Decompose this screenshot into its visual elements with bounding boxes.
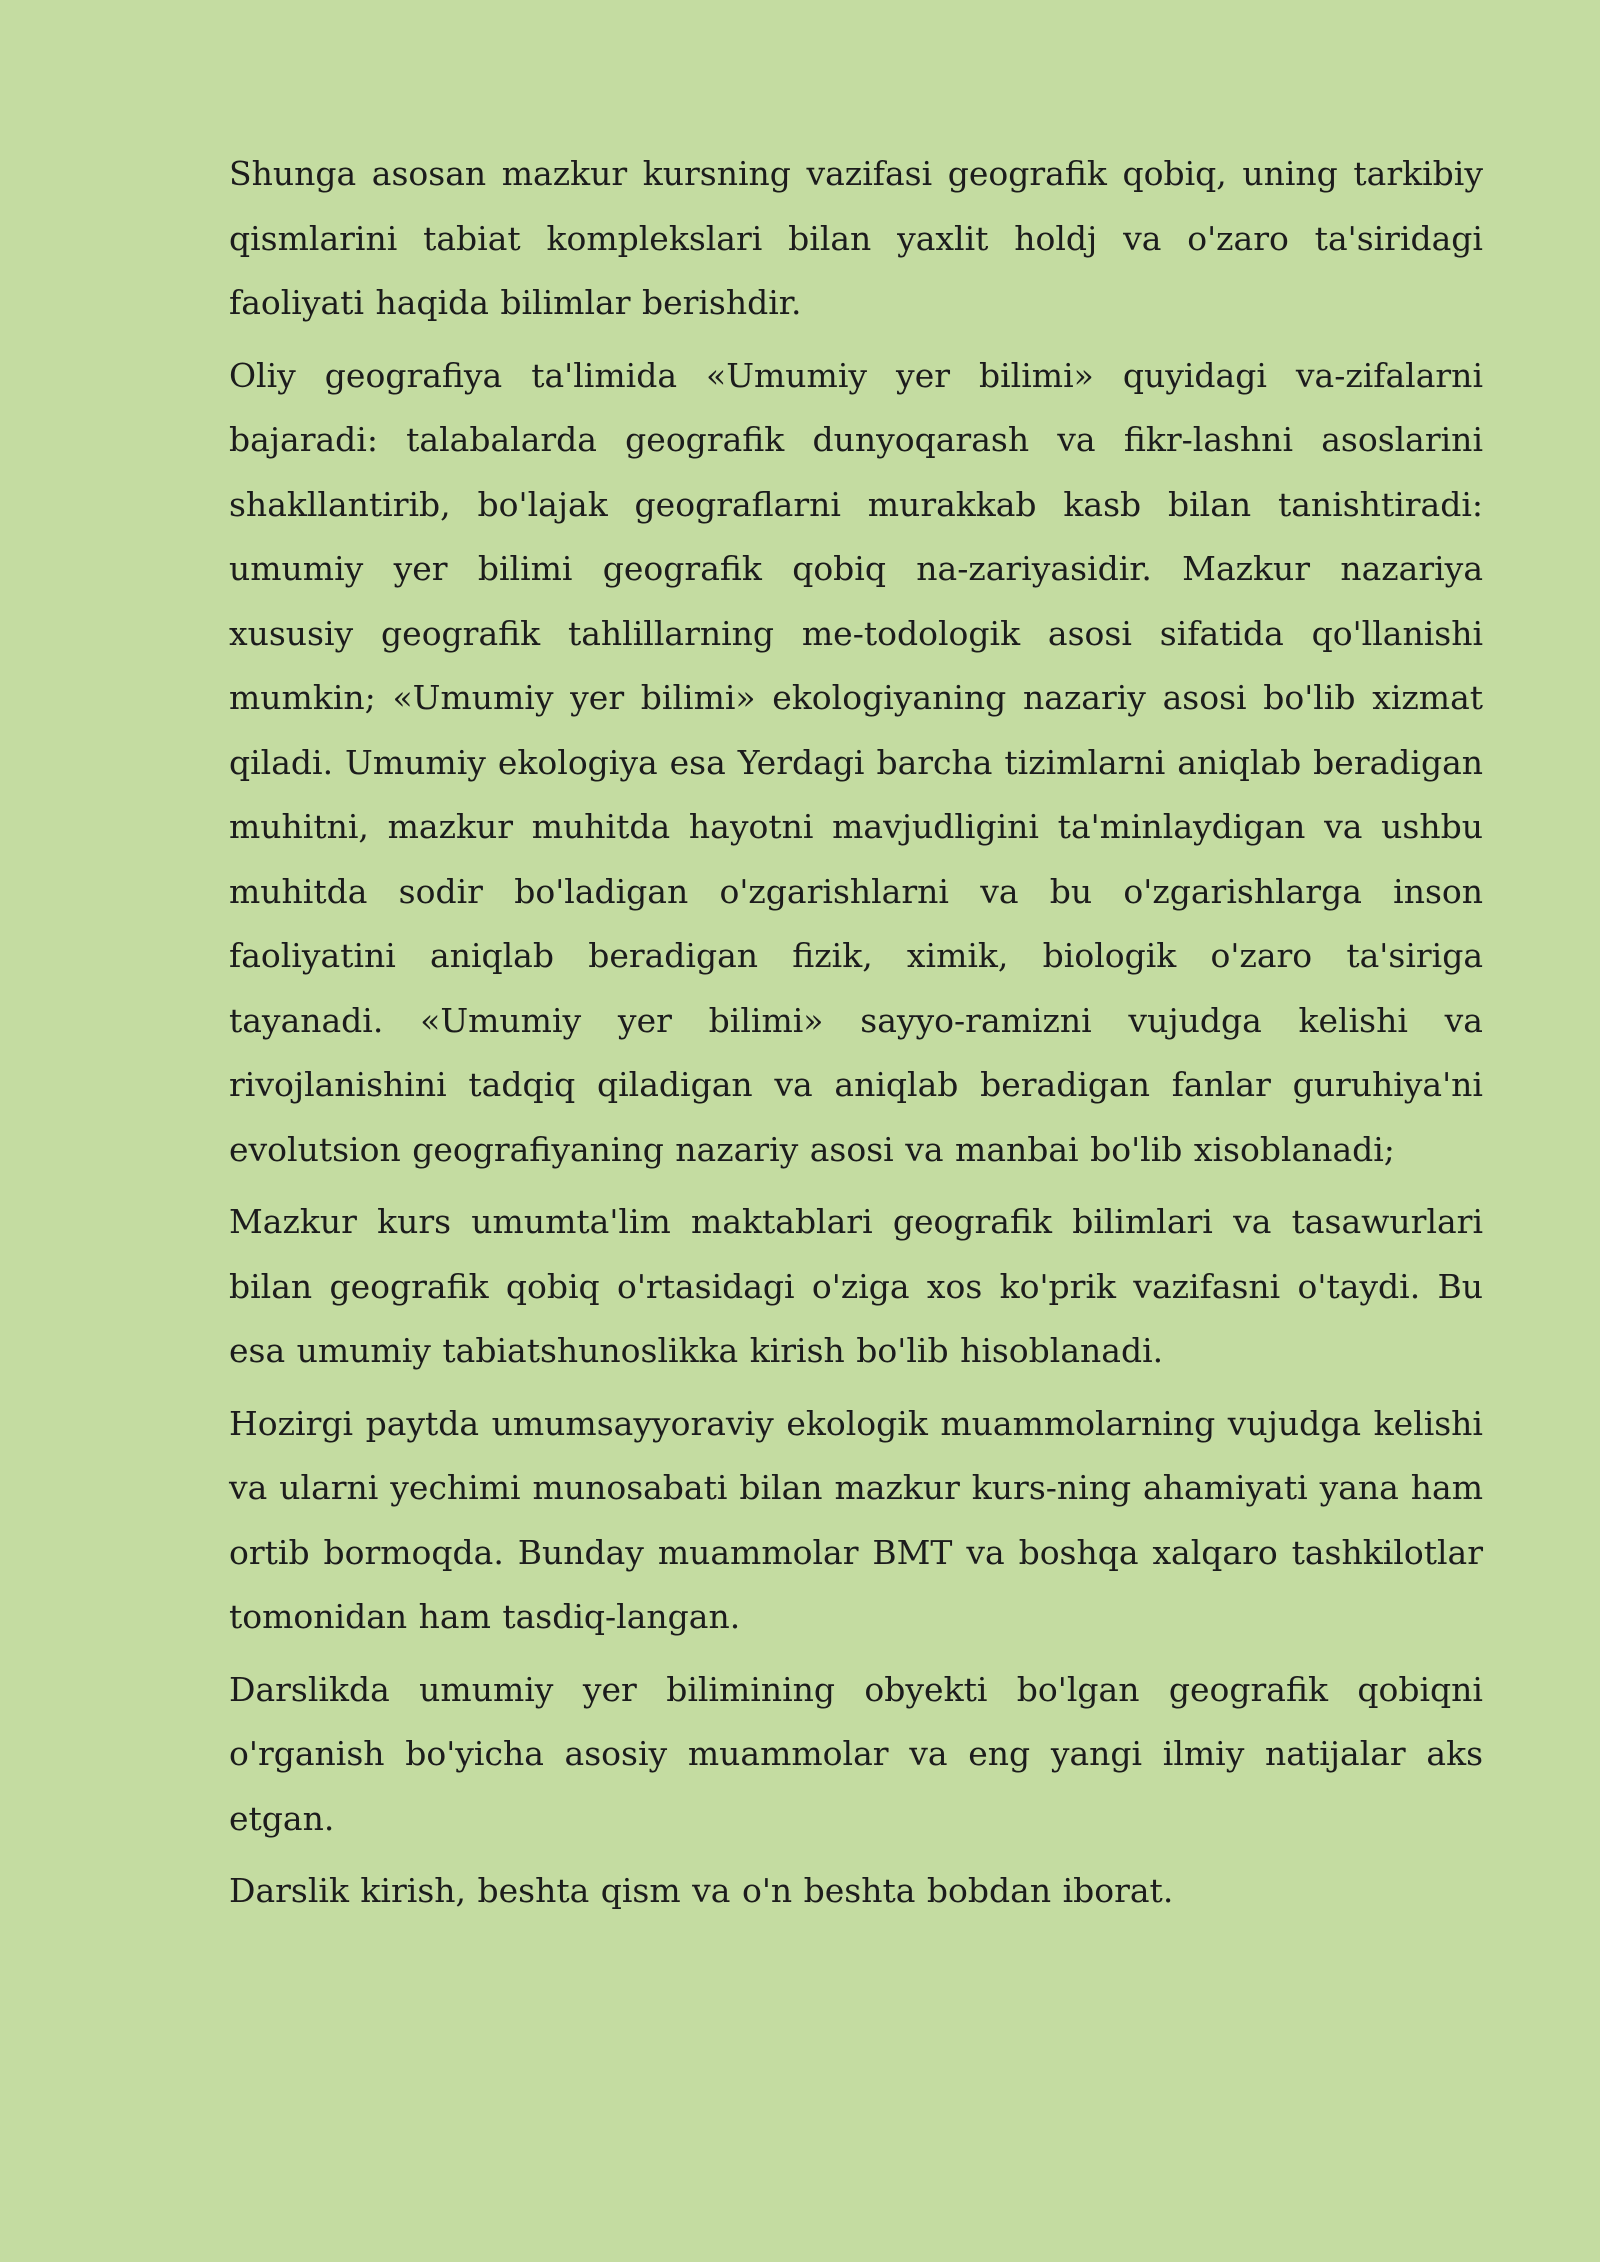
paragraph-1: Shunga asosan mazkur kursning vazifasi geografik qobiq, uning tarkibiy qismlarini tabiat komplekslari bilan yaxlit holdj va o'zaro ta'siridagi faoliyati haqida bilimlar berishdir.: [229, 154, 1483, 322]
paragraph-2: Oliy geografiya ta'limida «Umumiy yer bilimi» quyidagi va-zifalarni bajaradi: talabalarda geografik dunyoqarash va fikr-lashni asoslarini shakllantirib, bo'lajak geograflarni murakkab kasb bilan tanishtiradi: umumiy yer bilimi geografik qobiq na-zariyasidir. Mazkur nazariya xususiy geografik tahlillarning me-todologik asosi sifatida qo'llanishi mumkin; «Umumiy yer bilimi» ekologiyaning nazariy asosi bo'lib xizmat qiladi. Umumiy ekologiya esa Yerdagi barcha tizimlarni aniqlab beradigan muhitni, mazkur muhitda hayotni mavjudligini ta'minlaydigan va ushbu muhitda sodir bo'ladigan o'zgarishlarni va bu o'zgarishlarga inson faoliyatini aniqlab beradigan fizik, ximik, biologik o'zaro ta'siriga tayanadi. «Umumiy yer bilimi» sayyo-ramizni vujudga kelishi va rivojlanishini tadqiq qiladigan va aniqlab beradigan fanlar guruhiya'ni evolutsion geografiyaning nazariy asosi va manbai bo'lib xisoblanadi;: [229, 355, 1483, 1169]
document-body: [229, 142, 1483, 1932]
paragraph-4: Hozirgi paytda umumsayyoraviy ekologik muammolarning vujudga kelishi va ularni yechimi munosabati bilan mazkur kurs-ning ahamiyati yana ham ortib bormoqda. Bunday muammolar BMT va boshqa xalqaro tashkilotlar tomonidan ham tasdiq-langan.: [229, 1403, 1483, 1636]
paragraph-3: Mazkur kurs umumta'lim maktablari geografik bilimlari va tasawurlari bilan geografik qobiq o'rtasidagi o'ziga xos ko'prik vazifasni o'taydi. Bu esa umumiy tabiatshunoslikka kirish bo'lib hisoblanadi.: [229, 1202, 1483, 1370]
paragraph-5: Darslikda umumiy yer bilimining obyekti bo'lgan geografik qobiqni o'rganish bo'yicha asosiy muammolar va eng yangi ilmiy natijalar aks etgan.: [229, 1669, 1483, 1838]
paragraph-6: Darslik kirish, beshta qism va o'n beshta bobdan iborat.: [229, 1871, 1174, 1910]
